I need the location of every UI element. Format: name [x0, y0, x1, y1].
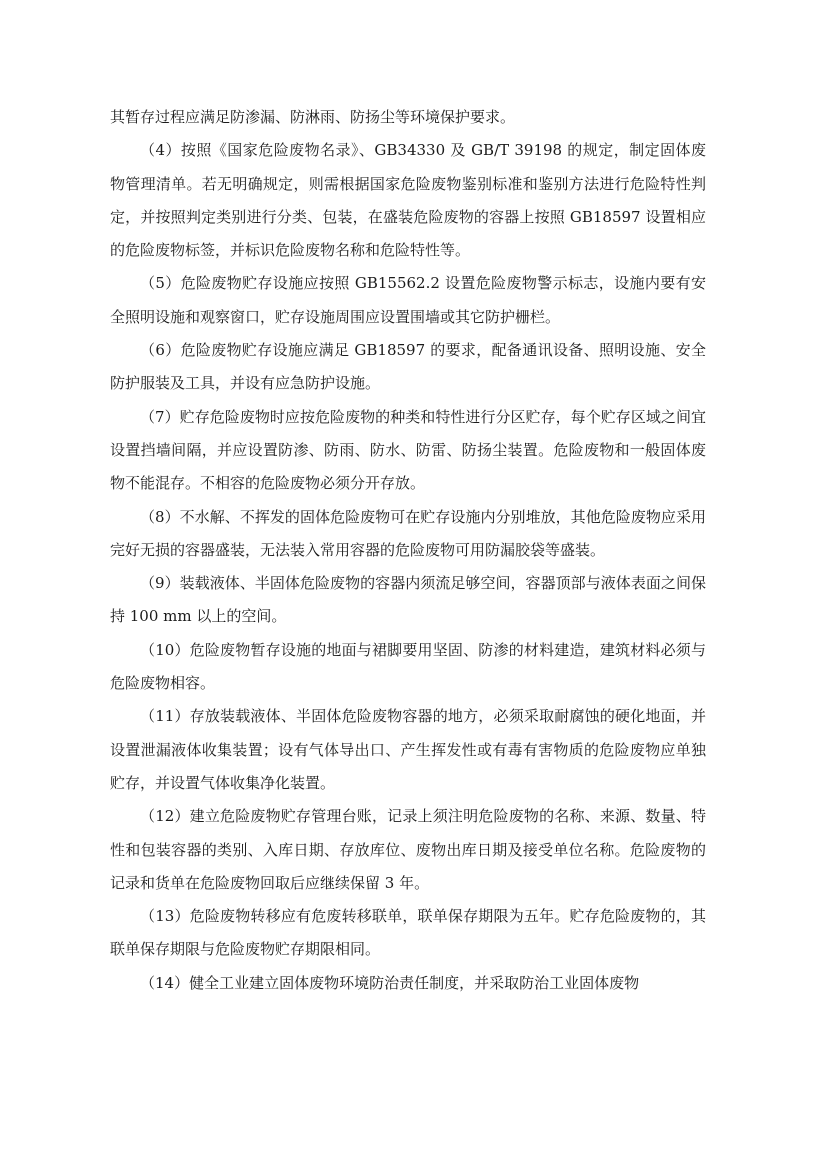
paragraph-item-5: （5）危险废物贮存设施应按照 GB15562.2 设置危险废物警示标志，设施内要有安全照明设施和观察窗口，贮存设施周围应设置围墙或其它防护栅栏。 — [110, 274, 706, 326]
paragraph-item-12: （12）建立危险废物贮存管理台账，记录上须注明危险废物的名称、来源、数量、特性和包装容器的类别、入库日期、存放库位、废物出库日期及接受单位名称。危险废物的记录和货单在危险废物回取后应继续保留 3 年。 — [110, 807, 706, 892]
paragraph-continuation: 其暂存过程应满足防渗漏、防淋雨、防扬尘等环境保护要求。 — [110, 108, 516, 126]
paragraph-item-9: （9）装载液体、半固体危险废物的容器内须流足够空间，容器顶部与液体表面之间保持 100 mm 以上的空间。 — [110, 574, 706, 626]
paragraph-item-13: （13）危险废物转移应有危废转移联单，联单保存期限为五年。贮存危险废物的，其联单保存期限与危险废物贮存期限相同。 — [110, 907, 706, 959]
paragraph-item-6: （6）危险废物贮存设施应满足 GB18597 的要求，配备通讯设备、照明设施、安全防护服装及工具，并设有应急防护设施。 — [110, 341, 706, 393]
document-body — [110, 101, 706, 1000]
paragraph-item-11: （11）存放装载液体、半固体危险废物容器的地方，必须采取耐腐蚀的硬化地面，并设置泄漏液体收集装置；设有气体导出口、产生挥发性或有毒有害物质的危险废物应单独贮存，并设置气体收集净化装置。 — [110, 707, 706, 792]
paragraph-item-14: （14）健全工业建立固体废物环境防治责任制度，并采取防治工业固体废物 — [140, 973, 640, 992]
paragraph-item-4: （4）按照《国家危险废物名录》、GB34330 及 GB/T 39198 的规定，制定固体废物管理清单。若无明确规定，则需根据国家危险废物鉴别标准和鉴别方法进行危险特性判定，并按照判定类别进行分类、包装，在盛装危险废物的容器上按照 GB18597 设置相应的危险废物标签，并标识危险废物名称和危险特性等。 — [110, 141, 706, 260]
paragraph-item-7: （7）贮存危险废物时应按危险废物的种类和特性进行分区贮存，每个贮存区域之间宜设置挡墙间隔，并应设置防渗、防雨、防水、防雷、防扬尘装置。危险废物和一般固体废物不能混存。不相容的危险废物必须分开存放。 — [110, 407, 706, 493]
paragraph-item-8: （8）不水解、不挥发的固体危险废物可在贮存设施内分别堆放，其他危险废物应采用完好无损的容器盛装，无法装入常用容器的危险废物可用防漏胶袋等盛装。 — [110, 507, 706, 559]
paragraph-item-10: （10）危险废物暂存设施的地面与裙脚要用坚固、防渗的材料建造，建筑材料必须与危险废物相容。 — [110, 640, 706, 693]
